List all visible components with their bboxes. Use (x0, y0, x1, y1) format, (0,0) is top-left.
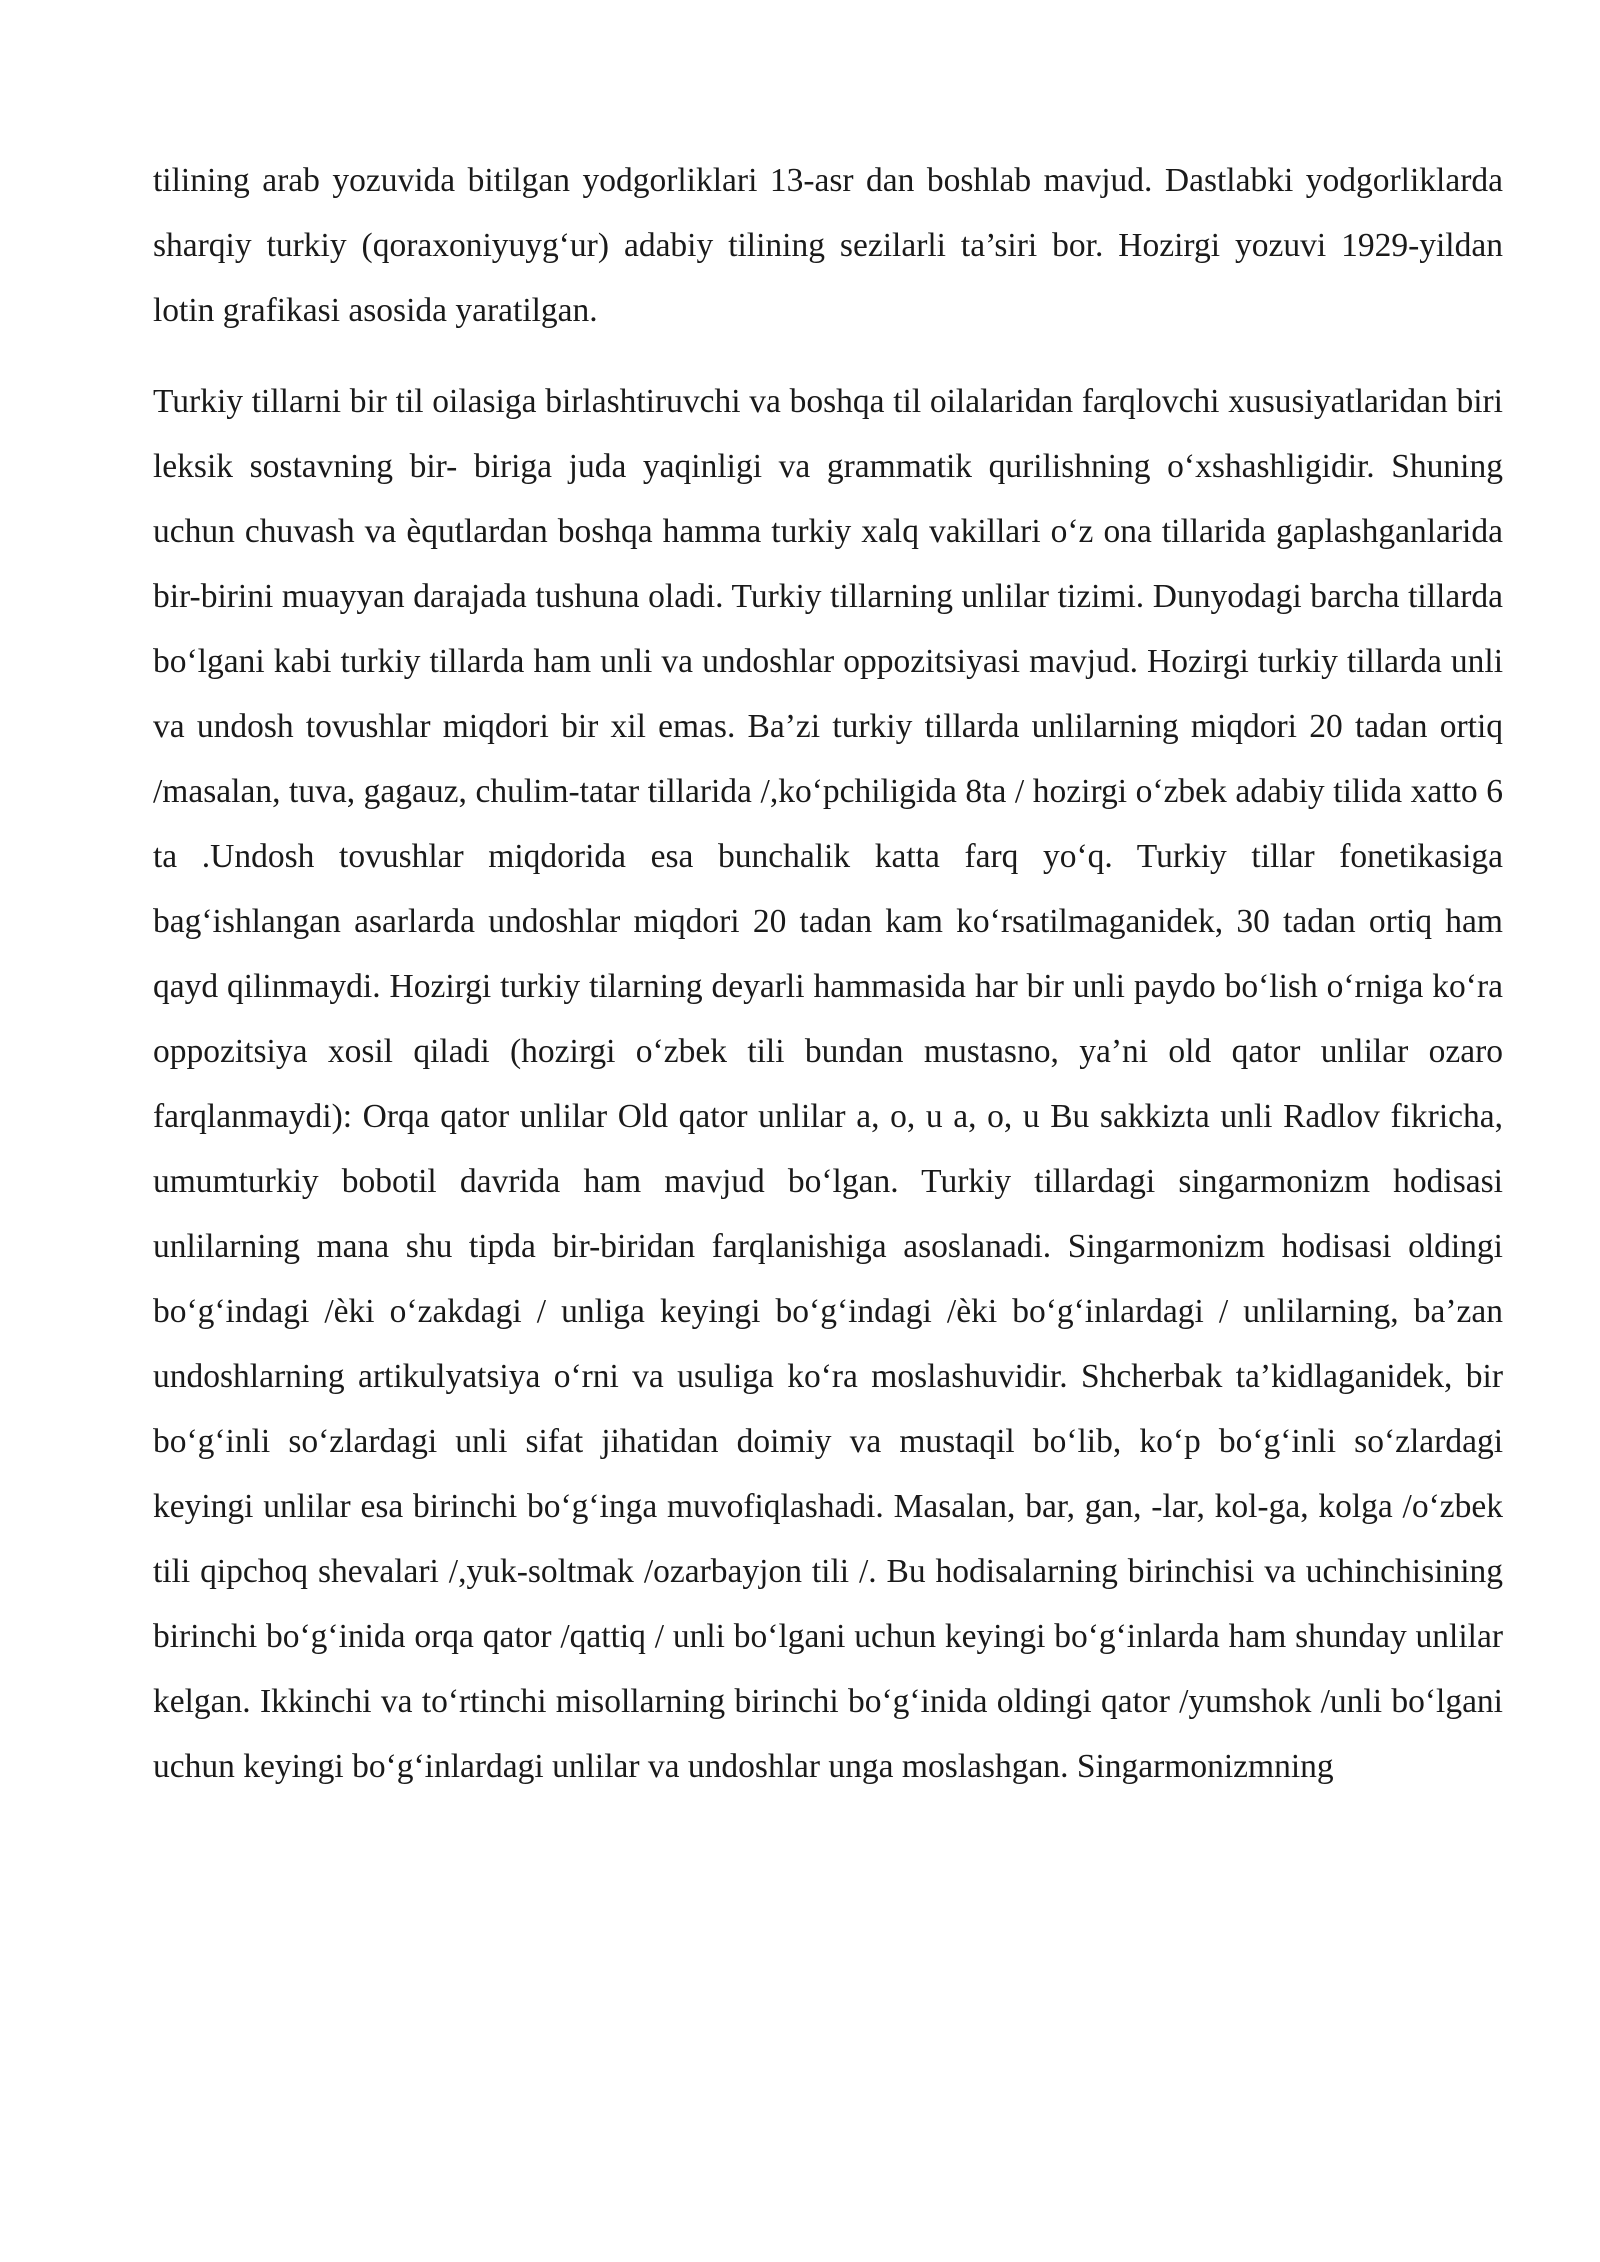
paragraph: tilining arab yozuvida bitilgan yodgorliklari 13-asr dan boshlab mavjud. Dastlabki yodgorliklarda sharqiy turkiy (qoraxoniyuyg‘ur) adabiy tilining sezilarli ta’siri bor. Hozirgi yozuvi 1929-yildan lotin grafikasi asosida yaratilgan. (153, 162, 1503, 329)
paragraph: Turkiy tillarni bir til oilasiga birlashtiruvchi va boshqa til oilalaridan farqlovchi xususiyatlaridan biri leksik sostavning bir- biriga juda yaqinligi va grammatik qurilishning o‘xshashligidir. Shuning uchun chuvash va èqutlardan boshqa hamma turkiy xalq vakillari o‘z ona tillarida gaplashganlarida bir-birini muayyan darajada tushuna oladi. Turkiy tillarning unlilar tizimi. Dunyodagi barcha tillarda bo‘lgani kabi turkiy tillarda ham unli va undoshlar oppozitsiyasi mavjud. Hozirgi turkiy tillarda unli va undosh tovushlar miqdori bir xil emas. Ba’zi turkiy tillarda unlilarning miqdori 20 tadan ortiq /masalan, tuva, gagauz, chulim-tatar tillarida /,ko‘pchiligida 8ta / hozirgi o‘zbek adabiy tilida xatto 6 ta .Undosh tovushlar miqdorida esa bunchalik katta farq yo‘q. Turkiy tillar fonetikasiga bag‘ishlangan asarlarda undoshlar miqdori 20 tadan kam ko‘rsatilmaganidek, 30 tadan ortiq ham qayd qilinmaydi. Hozirgi turkiy tilarning deyarli hammasida har bir unli paydo bo‘lish o‘rniga ko‘ra oppozitsiya xosil qiladi (hozirgi o‘zbek tili bundan mustasno, ya’ni old qator unlilar ozaro farqlanmaydi): Orqa qator unlilar Old qator unlilar a, o, u a, o, u Bu sakkizta unli Radlov fikricha, umumturkiy bobotil davrida ham mavjud bo‘lgan. Turkiy tillardagi singarmonizm hodisasi unlilarning mana shu tipda bir-biridan farqlanishiga asoslanadi. Singarmonizm hodisasi oldingi bo‘g‘indagi /èki o‘zakdagi / unliga keyingi bo‘g‘indagi /èki bo‘g‘inlardagi / unlilarning, ba’zan undoshlarning artikulyatsiya o‘rni va usuliga ko‘ra moslashuvidir. Shcherbak ta’kidlaganidek, bir bo‘g‘inli so‘zlardagi unli sifat jihatidan doimiy va mustaqil bo‘lib, ko‘p bo‘g‘inli so‘zlardagi keyingi unlilar esa birinchi bo‘g‘inga muvofiqlashadi. Masalan, bar, gan, -lar, kol-ga, kolga /o‘zbek tili qipchoq shevalari /,yuk-soltmak /ozarbayjon tili /. Bu hodisalarning birinchisi va uchinchisining birinchi bo‘g‘inida orqa qator /qattiq / unli bo‘lgani uchun keyingi bo‘g‘inlarda ham shunday unlilar kelgan. Ikkinchi va to‘rtinchi misollarning birinchi bo‘g‘inida oldingi qator /yumshok /unli bo‘lgani uchun keyingi bo‘g‘inlardagi unlilar va undoshlar unga moslashgan. Singarmonizmning (153, 383, 1503, 1785)
